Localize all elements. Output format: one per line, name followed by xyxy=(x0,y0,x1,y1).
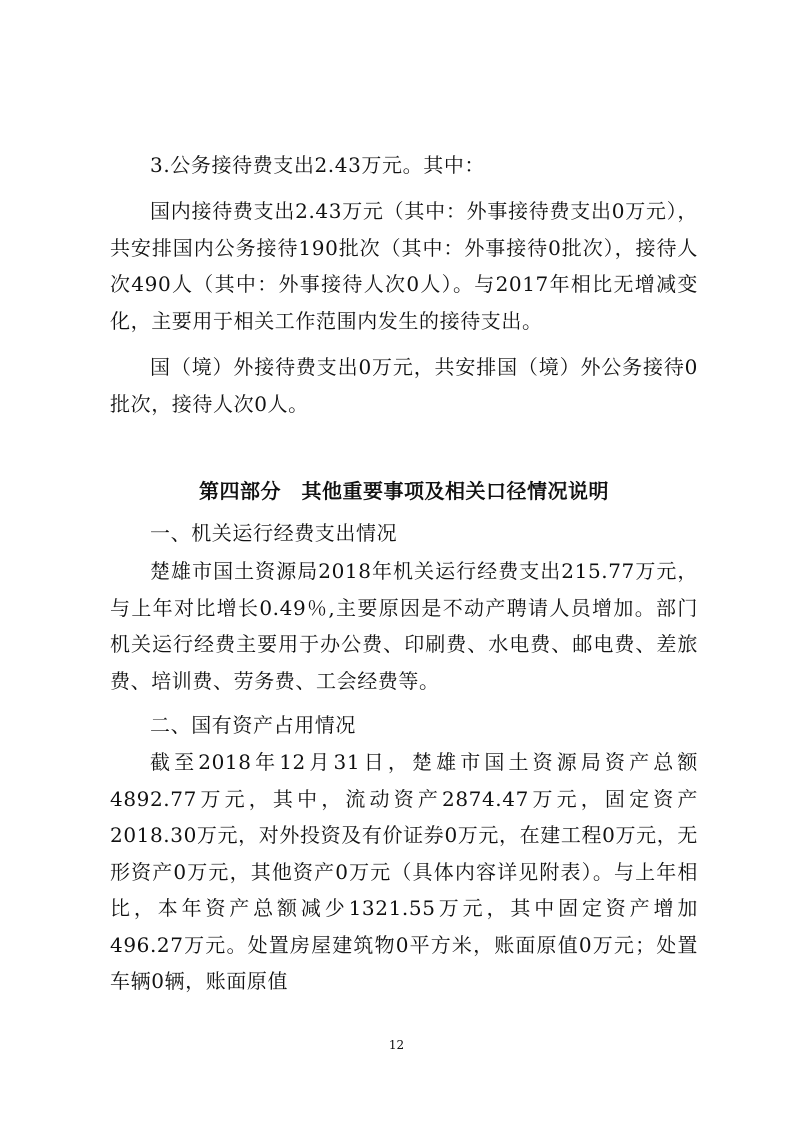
part4-heading: 第四部分 其他重要事项及相关口径情况说明 xyxy=(199,479,609,503)
state-assets-paragraph: 截至2018年12月31日，楚雄市国土资源局资产总额4892.77万元，其中，流动资产2874.47万元，固定资产2018.30万元，对外投资及有价证券0万元，在建工程0万元，无形资产0万元，其他资产0万元（具体内容详见附表）。与上年相比，本年资产总额减少1321.55万元，其中固定资产增加496.27万元。处置房屋建筑物0平方米，账面原值0万元；处置车辆0辆，账面原值 xyxy=(110,750,698,993)
subsection1-heading: 一、机关运行经费支出情况 xyxy=(150,521,398,545)
subsection2-heading: 二、国有资产占用情况 xyxy=(150,713,356,737)
domestic-reception-paragraph: 国内接待费支出2.43万元（其中：外事接待费支出0万元），共安排国内公务接待190批次（其中：外事接待0批次），接待人次490人（其中：外事接待人次0人）。与2017年相比无增减变化，主要用于相关工作范围内发生的接待支出。 xyxy=(110,199,698,333)
item3-title-paragraph: 3.公务接待费支出2.43万元。其中： xyxy=(150,153,486,177)
page-number: 12 xyxy=(388,1038,405,1052)
operating-expense-paragraph: 楚雄市国土资源局2018年机关运行经费支出215.77万元，与上年对比增长0.49％,主要原因是不动产聘请人员增加。部门机关运行经费主要用于办公费、印刷费、水电费、邮电费、差旅费、培训费、劳务费、工会经费等。 xyxy=(110,559,698,693)
overseas-reception-paragraph: 国（境）外接待费支出0万元，共安排国（境）外公务接待0批次，接待人次0人。 xyxy=(110,355,698,416)
